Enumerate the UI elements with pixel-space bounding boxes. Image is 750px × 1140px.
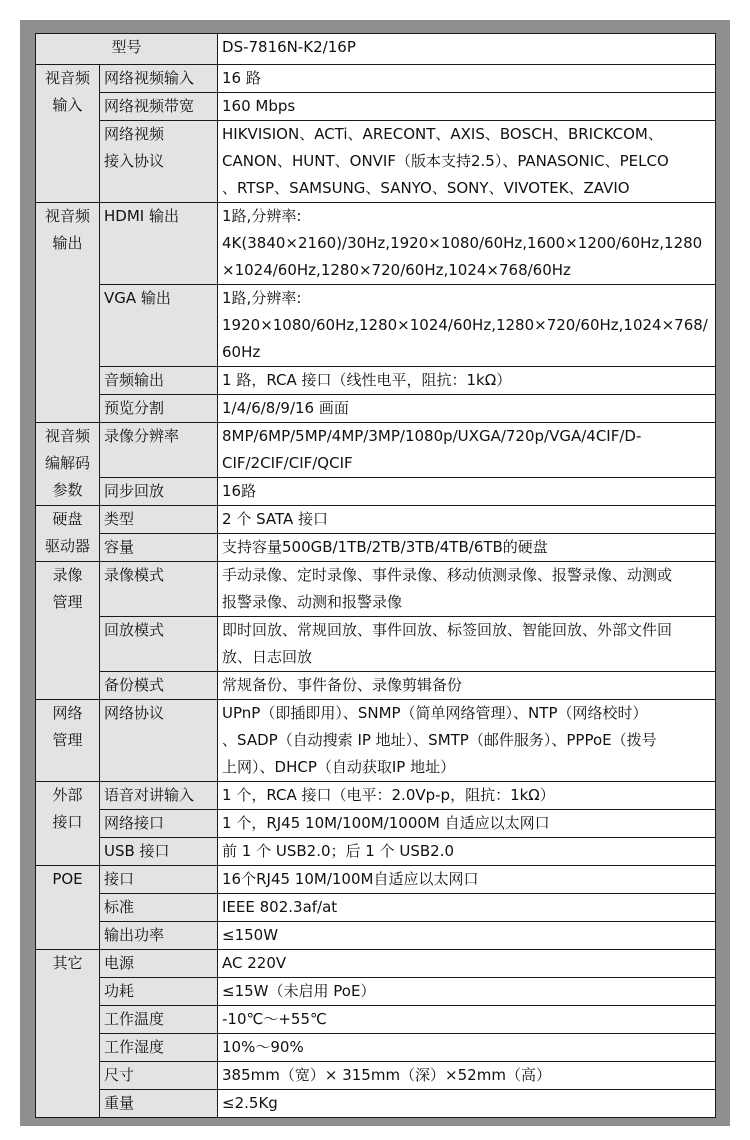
spec-item-value [218,866,716,894]
spec-item-value [218,285,716,367]
section-group-label-line: 网络 [52,704,83,722]
spec-value-line: 1920×1080/60Hz,1280×1024/60Hz,1280×720/60Hz,1024×768/ [222,316,708,334]
spec-row [36,478,716,506]
spec-value-line: 上网）、DHCP（自动获取IP 地址） [222,758,456,776]
spec-row [36,922,716,950]
spec-value-line: 2 个 SATA 接口 [222,510,329,528]
spec-row [36,894,716,922]
spec-item-label: 尺寸 [100,1062,218,1090]
spec-row [36,423,716,478]
spec-item-label: 容量 [100,534,218,562]
spec-value-line: 前 1 个 USB2.0；后 1 个 USB2.0 [222,842,455,860]
spec-value-line: HIKVISION、ACTi、ARECONT、AXIS、BOSCH、BRICKCOM、 [222,125,663,143]
spec-value-line: 、RTSP、SAMSUNG、SANYO、SONY、VIVOTEK、ZAVIO [222,179,630,197]
spec-row [36,1062,716,1090]
spec-row [36,93,716,121]
spec-value-line: 10%～90% [222,1038,304,1056]
section-group-label-line: 录像 [52,566,83,584]
spec-item-value [218,617,716,672]
spec-value-line: 1 个，RJ45 10M/100M/1000M 自适应以太网口 [222,814,550,832]
spec-item-label: 回放模式 [100,617,218,672]
spec-row [36,1006,716,1034]
spec-value-line: 1路,分辨率: [222,289,302,307]
section-group-label-line: 视音频 [44,427,90,445]
section-group-label-line: 输出 [52,234,83,252]
section-group-label-line: 编解码 [44,454,90,472]
spec-item-label: 语音对讲输入 [100,782,218,810]
spec-item-value [218,700,716,782]
spec-row [36,285,716,367]
spec-item-value [218,950,716,978]
spec-item-value [218,478,716,506]
spec-item-value [218,1034,716,1062]
spec-row [36,810,716,838]
spec-value-line: AC 220V [222,954,287,972]
spec-item-value [218,978,716,1006]
spec-row [36,506,716,534]
spec-value-line: 常规备份、事件备份、录像剪辑备份 [222,676,463,694]
spec-item-value [218,121,716,203]
section-group-label [36,423,100,506]
spec-item-value [218,506,716,534]
spec-item-value [218,203,716,285]
spec-row [36,782,716,810]
spec-value-line: 8MP/6MP/5MP/4MP/3MP/1080p/UXGA/720p/VGA/4CIF/D- [222,427,642,445]
spec-row [36,950,716,978]
spec-item-value [218,894,716,922]
spec-item-label: 网络视频带宽 [100,93,218,121]
spec-value-line: 16路 [222,482,257,500]
spec-item-label: 功耗 [100,978,218,1006]
spec-item-label: 预览分割 [100,395,218,423]
spec-item-label: 音频输出 [100,367,218,395]
spec-item-value [218,395,716,423]
spec-value-line: 1 路，RCA 接口（线性电平，阻抗：1kΩ） [222,371,512,389]
spec-item-value [218,367,716,395]
spec-value-line: 报警录像、动测和报警录像 [222,593,403,611]
spec-item-value [218,562,716,617]
section-group-label-line: POE [52,870,83,888]
spec-value-line: 手动录像、定时录像、事件录像、移动侦测录像、报警录像、动测或 [222,566,673,584]
spec-item-label: VGA 输出 [100,285,218,367]
spec-row [36,866,716,894]
section-group-label [36,506,100,562]
spec-value-line: ≤15W（未启用 PoE） [222,982,376,1000]
spec-item-label: 电源 [100,950,218,978]
section-group-label-line: 视音频 [44,69,90,87]
spec-item-label: 网络接口 [100,810,218,838]
spec-item-label: 工作温度 [100,1006,218,1034]
spec-value-line: 16个RJ45 10M/100M自适应以太网口 [222,870,479,888]
spec-item-value [218,838,716,866]
spec-item-label: 同步回放 [100,478,218,506]
model-row [36,34,716,65]
spec-value-line: IEEE 802.3af/at [222,898,338,916]
spec-table-body [36,34,716,1118]
spec-table [35,33,716,1118]
spec-value-line: 放、日志回放 [222,648,313,666]
section-group-label-line: 外部 [52,786,83,804]
spec-item-label: 工作湿度 [100,1034,218,1062]
spec-item-label-line: 接入协议 [104,152,165,170]
spec-item-value [218,93,716,121]
spec-item-label: HDMI 输出 [100,203,218,285]
spec-row [36,395,716,423]
spec-item-label: 备份模式 [100,672,218,700]
section-group-label-line: 输入 [52,96,83,114]
section-group-label [36,562,100,700]
spec-row [36,367,716,395]
spec-value-line: 、SADP（自动搜索 IP 地址）、SMTP（邮件服务）、PPPoE（拨号 [222,731,657,749]
spec-item-label: 录像分辨率 [100,423,218,478]
spec-value-line: 1/4/6/8/9/16 画面 [222,399,349,417]
section-group-label [36,65,100,203]
spec-row [36,121,716,203]
section-group-label [36,700,100,782]
spec-value-line: 4K(3840×2160)/30Hz,1920×1080/60Hz,1600×1200/60Hz,1280 [222,234,703,252]
spec-item-value [218,810,716,838]
spec-value-line: 支持容量500GB/1TB/2TB/3TB/4TB/6TB的硬盘 [222,538,548,556]
spec-item-label: 网络视频输入 [100,65,218,93]
spec-item-value [218,1090,716,1118]
spec-item-label: 接口 [100,866,218,894]
section-group-label-line: 参数 [52,481,83,499]
spec-row [36,1090,716,1118]
section-group-label-line: 管理 [52,593,83,611]
spec-row [36,1034,716,1062]
section-group-label [36,866,100,950]
spec-value-line: 即时回放、常规回放、事件回放、标签回放、智能回放、外部文件回 [222,621,673,639]
spec-item-value [218,1062,716,1090]
spec-item-label: 输出功率 [100,922,218,950]
spec-value-line: CANON、HUNT、ONVIF（版本支持2.5）、PANASONIC、PELCO [222,152,669,170]
spec-row [36,562,716,617]
section-group-label [36,950,100,1118]
section-group-label [36,782,100,866]
spec-item-label-line: 网络视频 [104,125,165,143]
spec-item-value [218,782,716,810]
spec-value-line: 385mm（宽）× 315mm（深）×52mm（高） [222,1066,551,1084]
spec-value-line: CIF/2CIF/CIF/QCIF [222,454,353,472]
spec-value-line: UPnP（即插即用）、SNMP（简单网络管理）、NTP（网络校时） [222,704,648,722]
section-group-label-line: 接口 [52,813,83,831]
section-group-label-line: 其它 [52,954,83,972]
spec-item-value [218,423,716,478]
spec-item-value [218,534,716,562]
spec-item-label: 重量 [100,1090,218,1118]
spec-row [36,534,716,562]
spec-value-line: 16 路 [222,69,261,87]
spec-item-value [218,65,716,93]
spec-row [36,203,716,285]
spec-row [36,838,716,866]
spec-item-value [218,922,716,950]
spec-item-value [218,1006,716,1034]
spec-item-label: 类型 [100,506,218,534]
spec-row [36,617,716,672]
spec-value-line: ×1024/60Hz,1280×720/60Hz,1024×768/60Hz [222,261,571,279]
section-group-label-line: 管理 [52,731,83,749]
spec-item-value [218,672,716,700]
spec-value-line: 60Hz [222,343,261,361]
model-value: DS-7816N-K2/16P [218,34,716,65]
spec-row [36,672,716,700]
section-group-label-line: 驱动器 [44,537,90,555]
model-label: 型号 [36,34,218,65]
spec-value-line: -10℃～+55℃ [222,1010,327,1028]
section-group-label-line: 硬盘 [52,510,83,528]
spec-item-label: 标准 [100,894,218,922]
spec-value-line: 160 Mbps [222,97,296,115]
spec-value-line: ≤2.5Kg [222,1094,278,1112]
spec-row [36,65,716,93]
spec-row [36,700,716,782]
spec-value-line: ≤150W [222,926,279,944]
spec-row [36,978,716,1006]
spec-value-line: 1 个，RCA 接口（电平：2.0Vp-p，阻抗：1kΩ） [222,786,555,804]
spec-item-label: 网络协议 [100,700,218,782]
section-group-label [36,203,100,423]
section-group-label-line: 视音频 [44,207,90,225]
spec-item-label: 录像模式 [100,562,218,617]
spec-item-label [100,121,218,203]
spec-value-line: 1路,分辨率: [222,207,302,225]
spec-item-label: USB 接口 [100,838,218,866]
